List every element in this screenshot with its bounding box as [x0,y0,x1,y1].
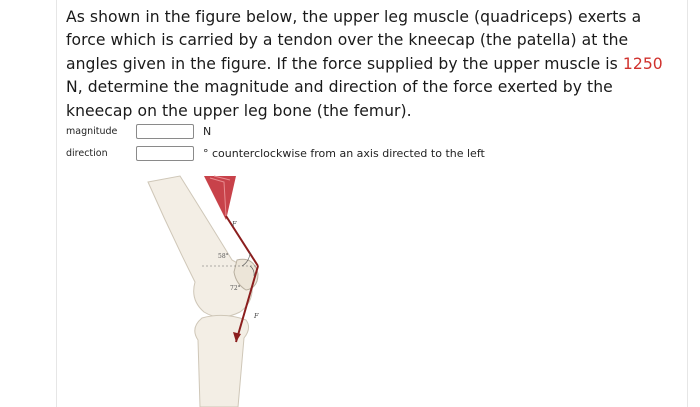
direction-label: direction [66,148,108,159]
magnitude-input[interactable] [136,124,194,139]
direction-input[interactable] [136,146,194,161]
force-value: 1250 [622,54,663,73]
force-upper-label: F [232,220,237,228]
knee-figure [140,172,285,407]
angle-upper-label: 58° [218,253,229,260]
question-text-after: N, determine the magnitude and direction of the force exerted by the kneecap on the upper leg bone (the femur). [66,78,613,120]
magnitude-row [66,124,211,139]
question-text [66,6,681,123]
femur-bone [148,176,252,317]
magnitude-unit: N [203,125,212,138]
angle-lower-label: 72° [230,285,241,292]
magnitude-label: magnitude [66,126,118,137]
question-text-before: As shown in the figure below, the upper leg muscle (quadriceps) exerts a force which is carried by a tendon over the kneecap (the patella) at the angles given in the figure. If the force supplied by the upper muscle is [66,8,642,73]
quadriceps-muscle [204,176,236,220]
direction-unit: ° counterclockwise from an axis directed to the left [203,147,485,160]
force-lower-label: F [254,312,259,320]
direction-row [66,146,485,161]
